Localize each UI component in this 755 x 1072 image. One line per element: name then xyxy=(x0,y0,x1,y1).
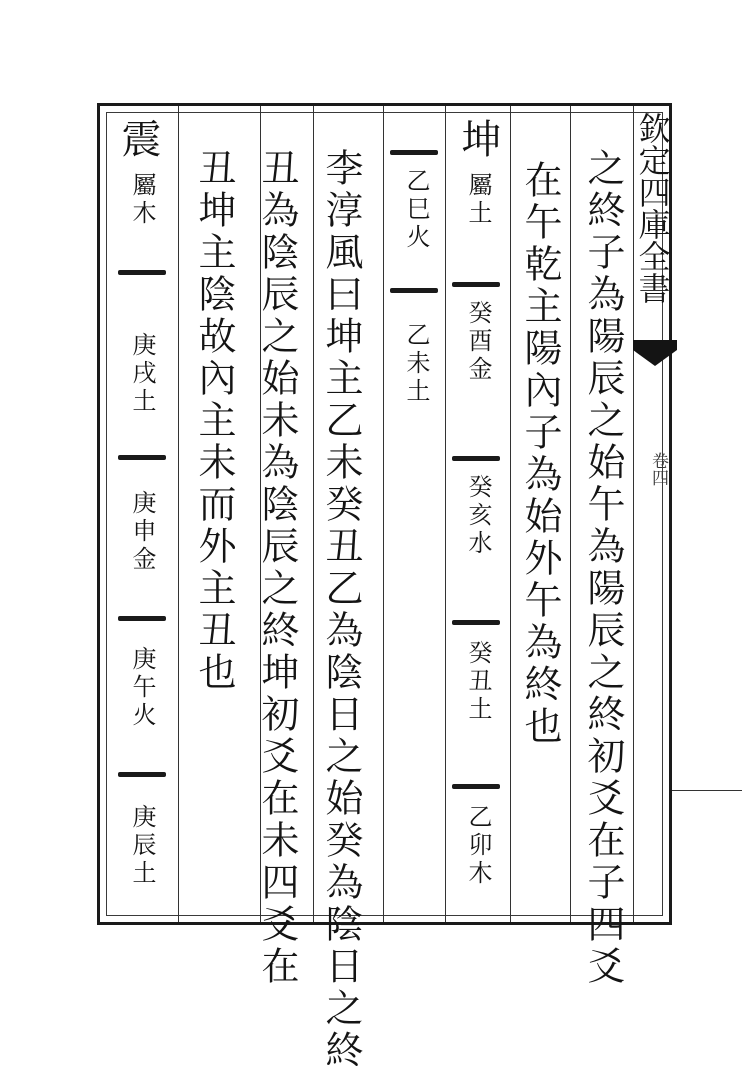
column-rule xyxy=(570,106,571,922)
text-column-7: 丑坤主陰故內主未而外主丑也 xyxy=(192,148,236,694)
table-dash xyxy=(452,282,500,287)
table-dash xyxy=(118,616,166,621)
zhen-line-4: 庚辰土 xyxy=(128,804,156,888)
inner-border xyxy=(106,112,663,916)
column-rule xyxy=(178,106,179,922)
text-column-6: 丑為陰辰之始未為陰辰之終坤初爻在未四爻在 xyxy=(255,148,299,988)
table-dash xyxy=(390,288,438,293)
zhen-line-2: 庚申金 xyxy=(128,490,156,574)
table-dash xyxy=(118,772,166,777)
zhen-line-1: 庚戌土 xyxy=(128,332,156,416)
kun-line-6: 乙未土 xyxy=(402,322,430,406)
table-dash xyxy=(390,150,438,155)
table-dash xyxy=(452,784,500,789)
kun-line-2: 癸亥水 xyxy=(464,474,492,558)
text-column-1: 之終子為陽辰之始午為陽辰之終初爻在子四爻 xyxy=(581,148,625,988)
table-dash xyxy=(118,455,166,460)
kun-line-3: 癸丑土 xyxy=(464,640,492,724)
volume-label: 卷四 xyxy=(648,452,668,486)
zhen-element-label: 屬木 xyxy=(128,172,156,228)
column-rule xyxy=(383,106,384,922)
column-rule xyxy=(445,106,446,922)
kun-line-1: 癸酉金 xyxy=(464,300,492,384)
zhen-line-3: 庚午火 xyxy=(128,646,156,730)
kun-line-4: 乙卯木 xyxy=(464,804,492,888)
fishtail-mark-icon xyxy=(633,340,677,366)
table-dash xyxy=(118,270,166,275)
table-dash xyxy=(452,456,500,461)
book-title-margin: 欽定四庫全書 xyxy=(633,112,672,304)
trigram-zhen-heading: 震 xyxy=(115,118,161,158)
kun-element-label: 屬土 xyxy=(464,172,492,228)
trigram-kun-heading: 坤 xyxy=(455,118,501,158)
text-column-2: 在午乾主陽內子為始外午為終也 xyxy=(518,160,562,748)
column-rule xyxy=(510,106,511,922)
table-dash xyxy=(452,620,500,625)
edge-line xyxy=(672,790,742,791)
text-column-5: 李淳風曰坤主乙未癸丑乙為陰日之始癸為陰日之終 xyxy=(319,148,363,1072)
kun-line-5: 乙巳火 xyxy=(402,168,430,252)
column-rule xyxy=(313,106,314,922)
